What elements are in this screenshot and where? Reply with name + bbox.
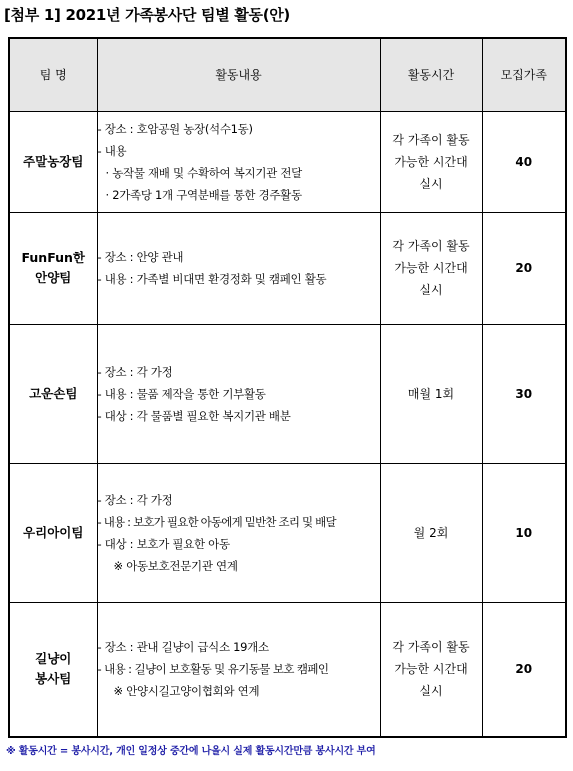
activity-note: ※ 아동보호전문기관 연계	[113, 558, 238, 573]
activity-line: - 장소 : 안양 관내	[97, 250, 184, 264]
time-line: 가능한 시간대	[394, 261, 468, 275]
time-line: 각 가족이 활동	[392, 132, 470, 147]
team-name-line: 길냥이	[35, 651, 72, 667]
activity-line: - 내용	[97, 143, 127, 158]
team-name-line: 안양팀	[35, 270, 72, 285]
header-team: 팀 명	[9, 38, 97, 111]
time-cell	[380, 324, 482, 463]
header-time: 활동시간	[380, 38, 482, 111]
time-cell	[380, 602, 482, 737]
activity-line: · 농작물 재배 및 수확하여 복지기관 전달	[105, 165, 302, 180]
activity-line: - 장소 : 각 가정	[97, 492, 173, 507]
time-line: 실시	[419, 176, 443, 191]
activity-line: - 대상 : 각 물품별 필요한 복지기관 배분	[97, 408, 291, 423]
team-name-cell	[9, 463, 97, 602]
activity-cell	[97, 463, 380, 602]
team-name-cell	[9, 111, 97, 212]
time-line: 각 가족이 활동	[392, 239, 470, 253]
activity-cell	[97, 602, 380, 737]
families-count: 20	[482, 602, 566, 737]
time-cell	[380, 463, 482, 602]
table-row	[9, 463, 566, 602]
footnote: ※ 활동시간 = 봉사시간, 개인 일정상 중간에 나올시 실제 활동시간만큼 봉사시간 부여	[6, 746, 376, 757]
activity-cell	[97, 212, 380, 324]
activity-line: · 2가족당 1개 구역분배를 통한 경주활동	[105, 187, 302, 202]
team-name-cell	[9, 212, 97, 324]
time-line: 각 가족이 활동	[392, 640, 470, 655]
team-name: 우리아이팀	[23, 524, 84, 540]
activity-line: - 장소 : 각 가정	[97, 364, 173, 379]
time-cell	[380, 212, 482, 324]
team-name: 주말농장팀	[23, 153, 84, 169]
families-count: 30	[482, 324, 566, 463]
team-name-cell	[9, 602, 97, 737]
team-name: 고운손팀	[29, 385, 78, 401]
team-activity-table	[8, 37, 567, 738]
header-families: 모집가족	[482, 38, 566, 111]
activity-line: - 대상 : 보호가 필요한 아동	[97, 536, 230, 551]
activity-line: - 내용 : 가족별 비대면 환경정화 및 캠페인 활동	[97, 272, 327, 286]
header-activity: 활동내용	[97, 38, 380, 111]
activity-cell	[97, 324, 380, 463]
activity-cell	[97, 111, 380, 212]
activity-line: - 장소 : 관내 길냥이 급식소 19개소	[97, 640, 269, 655]
time-line: 실시	[419, 283, 443, 297]
families-count: 20	[482, 212, 566, 324]
families-count: 40	[482, 111, 566, 212]
table-row	[9, 212, 566, 324]
activity-line: - 내용 : 길냥이 보호활동 및 유기동물 보호 캠페인	[97, 662, 329, 677]
document-title: [첨부 1] 2021년 가족봉사단 팀별 활동(안)	[4, 6, 290, 24]
time-line: 가능한 시간대	[394, 662, 468, 677]
team-name-line: FunFun한	[21, 250, 85, 265]
team-name-line: 봉사팀	[35, 671, 72, 687]
time-line: 가능한 시간대	[394, 154, 468, 169]
team-name-cell	[9, 324, 97, 463]
table-header-row	[9, 38, 566, 111]
families-count: 10	[482, 463, 566, 602]
activity-note: ※ 안양시길고양이협회와 연계	[113, 684, 260, 699]
table-row	[9, 324, 566, 463]
activity-line: - 내용 : 물품 제작을 통한 기부활동	[97, 386, 266, 401]
activity-line: - 내용 : 보호가 필요한 아동에게 밑반찬 조리 및 배달	[97, 514, 336, 529]
time-line: 실시	[419, 684, 443, 699]
time-line: 월 2회	[413, 525, 449, 540]
time-cell	[380, 111, 482, 212]
table-row	[9, 602, 566, 737]
time-line: 매월 1회	[407, 386, 455, 401]
activity-line: - 장소 : 호암공원 농장(석수1동)	[97, 121, 253, 136]
table-row	[9, 111, 566, 212]
